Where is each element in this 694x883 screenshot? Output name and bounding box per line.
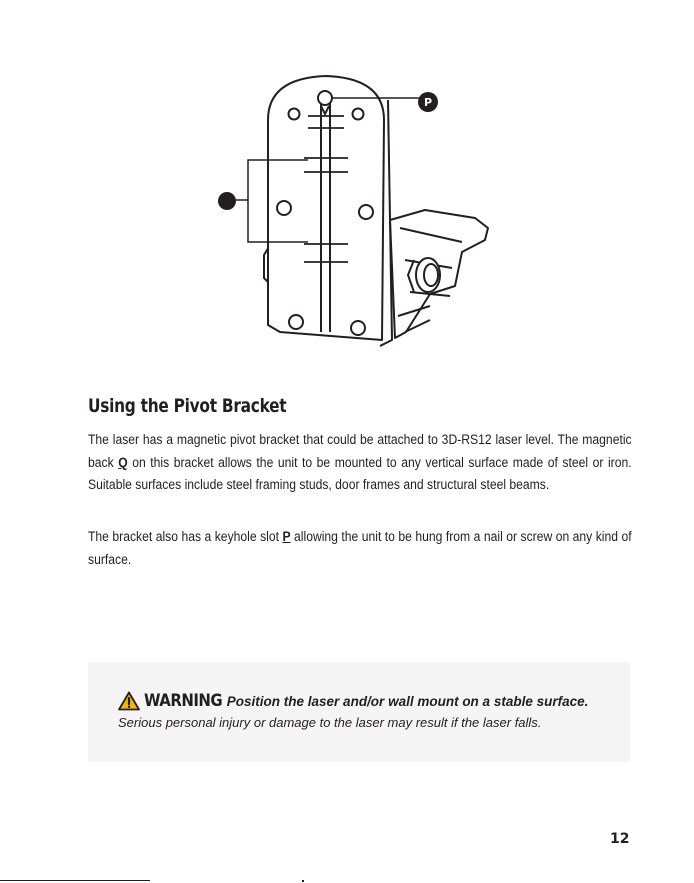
warning-word: WARNING bbox=[144, 691, 223, 711]
warning-heading bbox=[118, 691, 588, 711]
page-number: 12 bbox=[610, 831, 630, 847]
paragraph2-text-b: allowing the unit to be hung from a nail or screw on any kind of surface. bbox=[88, 529, 632, 567]
paragraph2-text-a: The bracket also has a keyhole slot bbox=[88, 529, 283, 544]
warning-triangle-icon bbox=[118, 691, 140, 711]
ref-q: Q bbox=[118, 454, 128, 470]
callout-p-label: P bbox=[423, 96, 433, 109]
paragraph1-text-a: The laser has a magnetic pivot bracket that could be attached to 3D-RS12 laser level. The magnetic back bbox=[88, 432, 632, 470]
keyhole-slot bbox=[318, 91, 332, 105]
warning-box bbox=[88, 662, 630, 762]
callout-q-marker bbox=[218, 192, 236, 210]
paragraph-keyhole-slot bbox=[88, 526, 632, 571]
section-title: Using the Pivot Bracket bbox=[88, 395, 287, 417]
footer-mark bbox=[302, 880, 304, 882]
paragraph-magnetic-back bbox=[88, 429, 632, 497]
pivot-bracket-illustration bbox=[200, 70, 500, 360]
warning-title: Position the laser and/or wall mount on a stable surface. bbox=[226, 693, 589, 709]
ref-p: P bbox=[282, 529, 291, 544]
footer-rule bbox=[0, 880, 150, 881]
warning-body: Serious personal injury or damage to the laser may result if the laser falls. bbox=[118, 715, 542, 730]
paragraph1-text-b: on this bracket allows the unit to be mounted to any vertical surface made of steel or iron. Suitable surfaces include steel framing studs, door frames and structural steel beams. bbox=[88, 454, 632, 492]
